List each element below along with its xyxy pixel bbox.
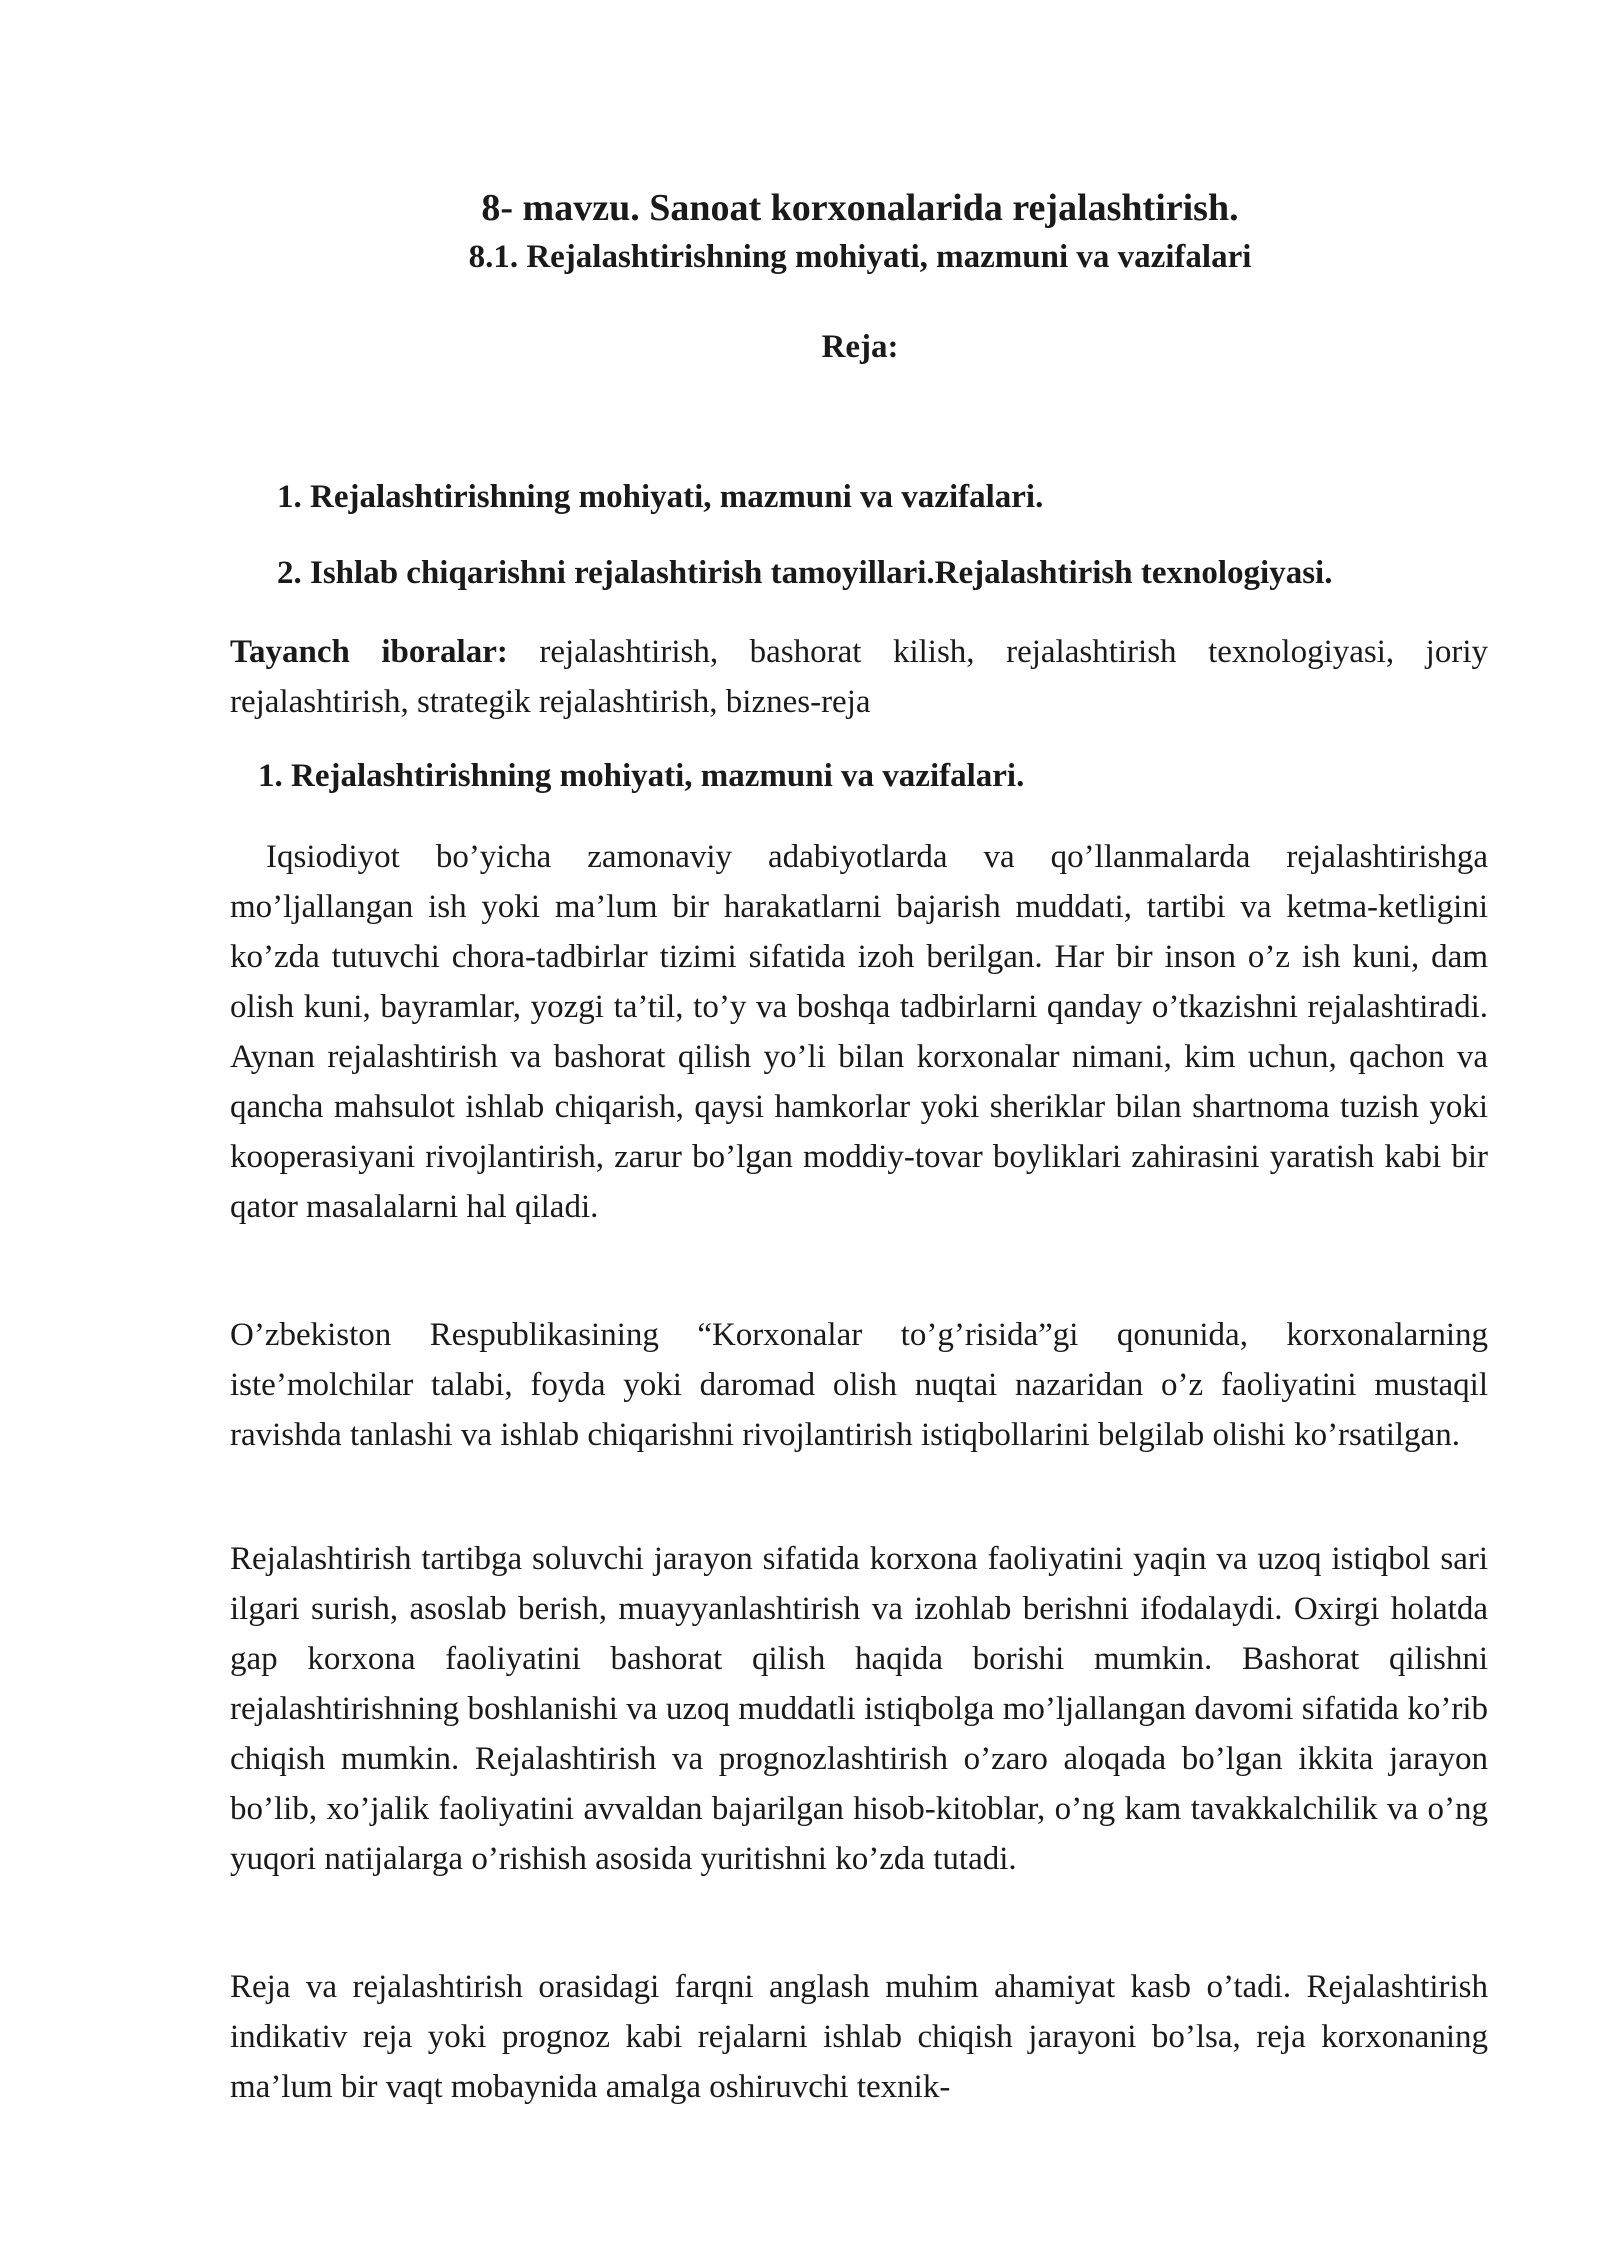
plan-item: 2. Ishlab chiqarishni rejalashtirish tamoyillari.Rejalashtirish texnologiyasi. xyxy=(277,555,1333,591)
body-paragraph: Rejalashtirish tartibga soluvchi jarayon sifatida korxona faoliyatini yaqin va uzoq istiqbol sari ilgari surish, asoslab berish, muayyanlashtirish va izohlab berishni ifodalaydi. Oxirgi holatda gap korxona faoliyatini bashorat qilish haqida borishi mumkin. Bashorat qilishni rejalashtirishning boshlanishi va uzoq muddatli istiqbolga mo’ljallangan davomi sifatida ko’rib chiqish mumkin. Rejalashtirish va prognozlashtirish o’zaro aloqada bo’lgan ikkita jarayon bo’lib, xo’jalik faoliyatini avvaldan bajarilgan hisob-kitoblar, o’ng kam tavakkalchilik va o’ng yuqori natijalarga o’rishish asosida yuritishni ko’zda tutadi. xyxy=(230,1541,1488,1877)
page-title: 8- mavzu. Sanoat korxonalarida rejalashtirish. xyxy=(481,187,1239,229)
keywords-text: rejalashtirish, bashorat kilish, rejalashtirish texnologiyasi, joriy rejalashtirish, strategik rejalashtirish, biznes-reja xyxy=(230,634,1489,720)
plan-item: 1. Rejalashtirishning mohiyati, mazmuni va vazifalari. xyxy=(277,479,1044,515)
keywords-paragraph xyxy=(230,627,1488,727)
body-paragraph: Reja va rejalashtirish orasidagi farqni anglash muhim ahamiyat kasb o’tadi. Rejalashtirish indikativ reja yoki prognoz kabi rejalarni ishlab chiqish jarayoni bo’lsa, reja korxonaning ma’lum bir vaqt mobaynida amalga oshiruvchi texnik- xyxy=(230,1969,1488,2105)
section-heading: 1. Rejalashtirishning mohiyati, mazmuni va vazifalari. xyxy=(258,758,1025,794)
keywords-label: Tayanch iboralar: xyxy=(230,634,508,670)
body-paragraph: O’zbekiston Respublikasining “Korxonalar to’g’risida”gi qonunida, korxonalarning iste’molchilar talabi, foyda yoki daromad olish nuqtai nazaridan o’z faoliyatini mustaqil ravishda tanlashi va ishlab chiqarishni rivojlantirish istiqbollarini belgilab olishi ko’rsatilgan. xyxy=(230,1317,1488,1453)
page-subtitle: 8.1. Rejalashtirishning mohiyati, mazmuni va vazifalari xyxy=(468,239,1252,275)
body-paragraph: Iqsiodiyot bo’yicha zamonaviy adabiyotlarda va qo’llanmalarda rejalashtirishga mo’ljallangan ish yoki ma’lum bir harakatlarni bajarish muddati, tartibi va ketma-ketligini ko’zda tutuvchi chora-tadbirlar tizimi sifatida izoh berilgan. Har bir inson o’z ish kuni, dam olish kuni, bayramlar, yozgi ta’til, to’y va boshqa tadbirlarni qanday o’tkazishni rejalashtiradi. Aynan rejalashtirish va bashorat qilish yo’li bilan korxonalar nimani, kim uchun, qachon va qancha mahsulot ishlab chiqarish, qaysi hamkorlar yoki sheriklar bilan shartnoma tuzish yoki kooperasiyani rivojlantirish, zarur bo’lgan moddiy-tovar boyliklari zahirasini yaratish kabi bir qator masalalarni hal qiladi. xyxy=(230,839,1488,1225)
plan-heading: Reja: xyxy=(821,329,899,365)
